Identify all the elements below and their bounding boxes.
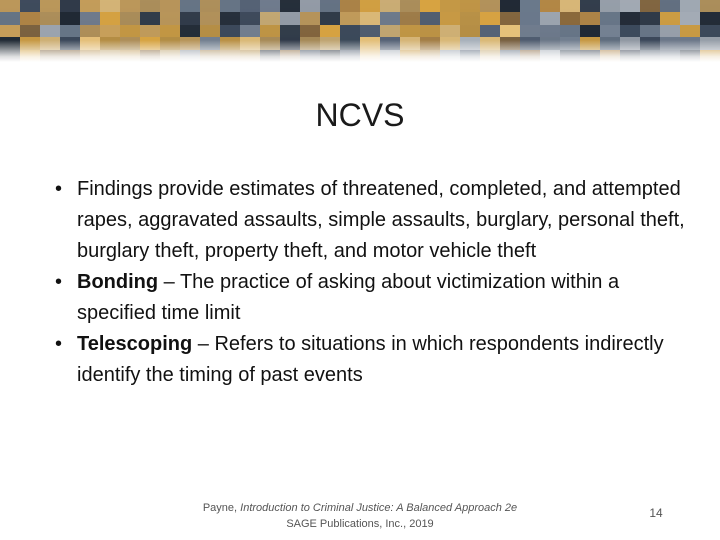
banner-tile [400, 25, 420, 37]
banner-tile [340, 25, 360, 37]
banner-tile [600, 12, 620, 24]
footer-citation [160, 500, 560, 532]
banner-tile [100, 25, 120, 37]
banner-tile [660, 12, 680, 24]
banner-tile [560, 12, 580, 24]
banner-tile [120, 0, 140, 12]
banner-tile [40, 12, 60, 24]
footer-book-title: Introduction to Criminal Justice: A Balanced Approach 2e [240, 502, 518, 514]
banner-tile [160, 12, 180, 24]
banner-tile [580, 12, 600, 24]
banner-tile [280, 0, 300, 12]
banner-tile [500, 0, 520, 12]
banner-tile [180, 25, 200, 37]
banner-tile [300, 12, 320, 24]
banner-tile [180, 12, 200, 24]
banner-tile [100, 0, 120, 12]
banner-tile [420, 0, 440, 12]
banner-tile [440, 0, 460, 12]
banner-tile [300, 0, 320, 12]
banner-tile [420, 25, 440, 37]
banner-tile [520, 25, 540, 37]
banner-tile [320, 25, 340, 37]
banner-tile [140, 12, 160, 24]
banner-tile [620, 25, 640, 37]
banner-tile [560, 0, 580, 12]
banner-tile [360, 25, 380, 37]
banner-tile [460, 0, 480, 12]
banner-tile [240, 25, 260, 37]
banner-tile [20, 12, 40, 24]
banner-tile [480, 25, 500, 37]
banner-tile [140, 25, 160, 37]
banner-tile [120, 25, 140, 37]
bullet-term: Bonding [77, 271, 159, 293]
banner-tile [520, 12, 540, 24]
banner-tile [580, 0, 600, 12]
banner-tile [180, 0, 200, 12]
banner-tile [320, 0, 340, 12]
banner-tile [460, 25, 480, 37]
banner-tile [200, 12, 220, 24]
banner-tile [0, 12, 20, 24]
banner-tile [640, 25, 660, 37]
banner-tile [40, 0, 60, 12]
banner-tile [320, 12, 340, 24]
banner-tile [680, 0, 700, 12]
bullet-text: – The practice of asking about victimization within a specified time limit [77, 271, 620, 324]
bullet-text: Findings provide estimates of threatened, completed, and attempted rapes, aggravated assaults, simple assaults, burglary, personal theft, burglary theft, property theft, and motor vehicle theft [77, 178, 685, 262]
banner-tile [220, 25, 240, 37]
banner-tile [340, 0, 360, 12]
banner-tile [120, 12, 140, 24]
banner-tile [380, 12, 400, 24]
bullet-dot: • [55, 333, 63, 355]
banner-tile [680, 12, 700, 24]
bullet-dot: • [55, 271, 63, 293]
banner-tile [260, 0, 280, 12]
banner-tile [300, 25, 320, 37]
banner-tile [0, 0, 20, 12]
banner-tile [700, 12, 720, 24]
bullet-item-findings [55, 174, 695, 267]
banner-tile [440, 25, 460, 37]
banner-tile [260, 12, 280, 24]
footer-author: Payne, [202, 502, 241, 514]
banner-tile [200, 0, 220, 12]
banner-tile [640, 0, 660, 12]
banner-tile [660, 0, 680, 12]
banner-tile [640, 12, 660, 24]
bullet-text: – Refers to situations in which respondents indirectly identify the timing of past events [77, 333, 664, 386]
banner-tile [620, 0, 640, 12]
banner-tile [540, 12, 560, 24]
banner-tile [200, 25, 220, 37]
banner-tile [620, 12, 640, 24]
banner-tile [20, 0, 40, 12]
banner-tile [20, 25, 40, 37]
banner-tile [700, 25, 720, 37]
banner-tile [260, 25, 280, 37]
banner-tile [580, 25, 600, 37]
banner-tile [420, 12, 440, 24]
banner-tile [380, 0, 400, 12]
banner-tile [240, 12, 260, 24]
banner-tile [660, 25, 680, 37]
banner-tile [60, 25, 80, 37]
bullet-term: Telescoping [77, 333, 193, 355]
banner-tile [700, 0, 720, 12]
banner-tile [500, 12, 520, 24]
banner-tile [280, 25, 300, 37]
banner-tile [400, 0, 420, 12]
banner-tile [80, 0, 100, 12]
slide-title [0, 96, 720, 134]
footer-publisher: SAGE Publications, Inc., 2019 [286, 518, 434, 530]
banner-tile [600, 25, 620, 37]
bullet-item-bonding [55, 267, 695, 329]
banner-tile [560, 25, 580, 37]
banner-tile [80, 25, 100, 37]
banner-tile [0, 25, 20, 37]
footer-line-1 [160, 500, 560, 516]
banner-tile [360, 12, 380, 24]
banner-tile [60, 0, 80, 12]
bullet-dot: • [55, 178, 63, 200]
page-number: 14 [649, 506, 663, 520]
bullet-item-telescoping [55, 329, 695, 391]
banner-tile [380, 25, 400, 37]
banner-tile [520, 0, 540, 12]
banner-tile [500, 25, 520, 37]
banner-tile [280, 12, 300, 24]
banner-tile [440, 12, 460, 24]
banner-tile [220, 12, 240, 24]
banner-tile [480, 12, 500, 24]
banner-tile [400, 12, 420, 24]
banner-tile [140, 0, 160, 12]
banner-tile [100, 12, 120, 24]
header-banner-image [0, 0, 720, 62]
slide-title-text: NCVS [315, 97, 405, 133]
banner-tile [160, 25, 180, 37]
banner-tile [480, 0, 500, 12]
banner-tile [80, 12, 100, 24]
banner-tile [540, 25, 560, 37]
banner-tile [540, 0, 560, 12]
banner-fade [0, 40, 720, 62]
banner-tile [460, 12, 480, 24]
banner-tile [600, 0, 620, 12]
banner-tile [360, 0, 380, 12]
banner-tile [220, 0, 240, 12]
banner-tile [40, 25, 60, 37]
banner-tile [680, 25, 700, 37]
banner-tile [60, 12, 80, 24]
banner-tile [240, 0, 260, 12]
banner-tile [340, 12, 360, 24]
banner-tile [160, 0, 180, 12]
bullet-list [55, 174, 695, 391]
